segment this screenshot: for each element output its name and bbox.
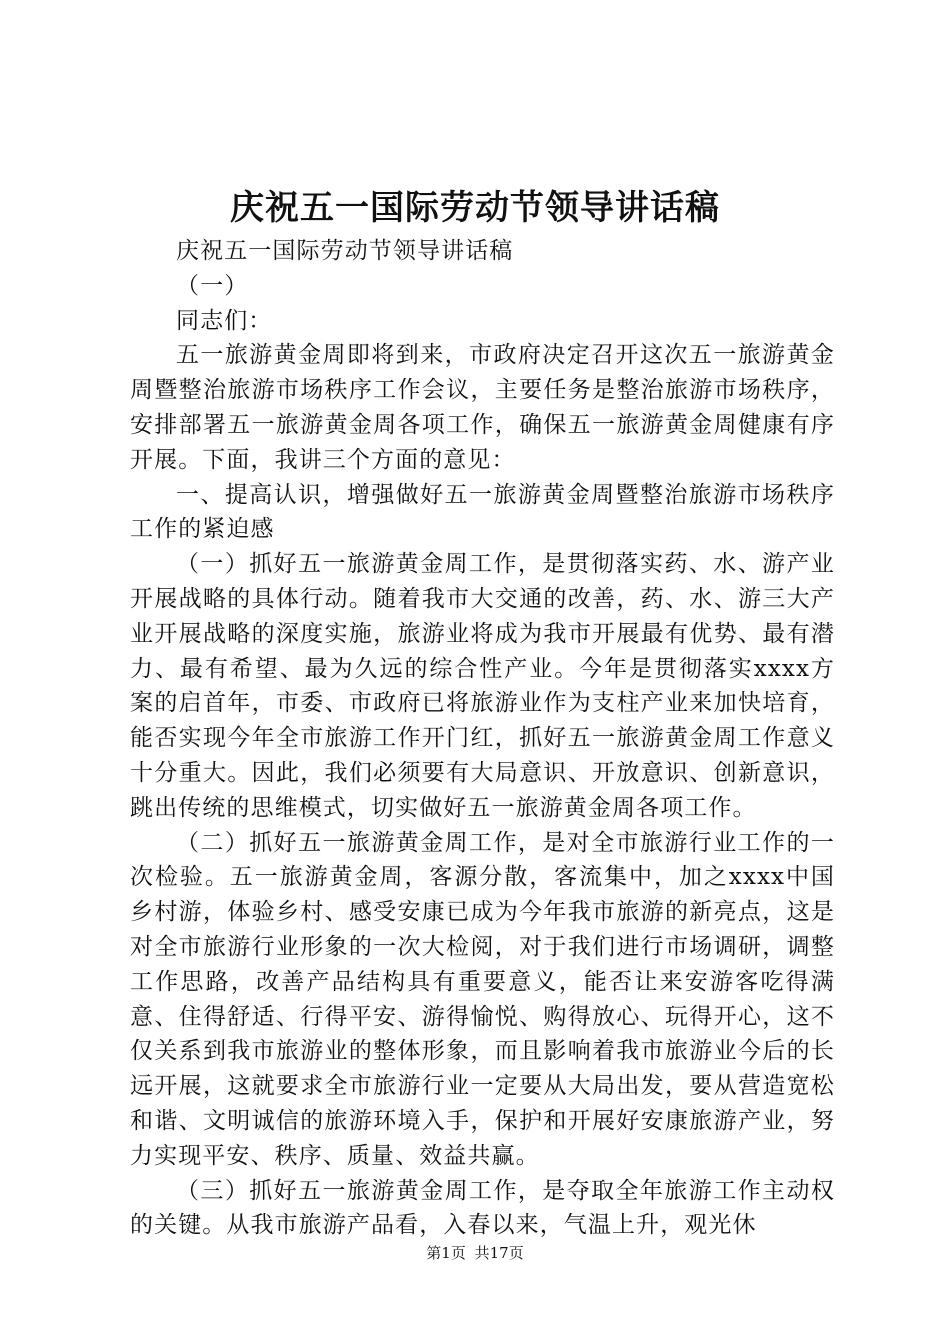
- body-paragraph: 庆祝五一国际劳动节领导讲话稿: [176, 238, 514, 264]
- body-paragraph: （一）: [176, 272, 249, 299]
- page-total: 共17页: [474, 1244, 524, 1262]
- document-title: 庆祝五一国际劳动节领导讲话稿: [230, 188, 720, 228]
- body-paragraph: 五一旅游黄金周即将到来，市政府决定召开这次五一旅游黄金周暨整治旅游市场秩序工作会议，主要任务是整治旅游市场秩序，安排部署五一旅游黄金周各项工作，确保五一旅游黄金周健康有序开展。下面，我讲三个方面的意见：: [130, 342, 835, 473]
- body-paragraph: 同志们：: [176, 307, 273, 334]
- document-body: [130, 234, 835, 1243]
- body-paragraph: （一）抓好五一旅游黄金周工作，是贯彻落实药、水、游产业开展战略的具体行动。随着我市大交通的改善，药、水、游三大产业开展战略的深度实施，旅游业将成为我市开展最有优势、最有潜力、最有希望、最为久远的综合性产业。今年是贯彻落实xxxx方案的启首年，市委、市政府已将旅游业作为支柱产业来加快培育，能否实现今年全市旅游工作开门红，抓好五一旅游黄金周工作意义十分重大。因此，我们必须要有大局意识、开放意识、创新意识，跳出传统的思维模式，切实做好五一旅游黄金周各项工作。: [130, 551, 835, 821]
- page-number: 第1页: [426, 1244, 466, 1262]
- section-heading: 一、提高认识，增强做好五一旅游黄金周暨整治旅游市场秩序工作的紧迫感: [130, 481, 835, 543]
- body-paragraph: （三）抓好五一旅游黄金周工作，是夺取全年旅游工作主动权的关键。从我市旅游产品看，入春以来，气温上升，观光休: [130, 1177, 835, 1239]
- body-paragraph: （二）抓好五一旅游黄金周工作，是对全市旅游行业工作的一次检验。五一旅游黄金周，客源分散，客流集中，加之xxxx中国乡村游，体验乡村、感受安康已成为今年我市旅游的新亮点，这是对全市旅游行业形象的一次大检阅，对于我们进行市场调研，调整工作思路，改善产品结构具有重要意义，能否让来安游客吃得满意、住得舒适、行得平安、游得愉悦、购得放心、玩得开心，这不仅关系到我市旅游业的整体形象，而且影响着我市旅游业今后的长远开展，这就要求全市旅游行业一定要从大局出发，要从营造宽松和谐、文明诚信的旅游环境入手，保护和开展好安康旅游产业，努力实现平安、秩序、质量、效益共赢。: [130, 829, 835, 1169]
- page-footer: [0, 1243, 950, 1263]
